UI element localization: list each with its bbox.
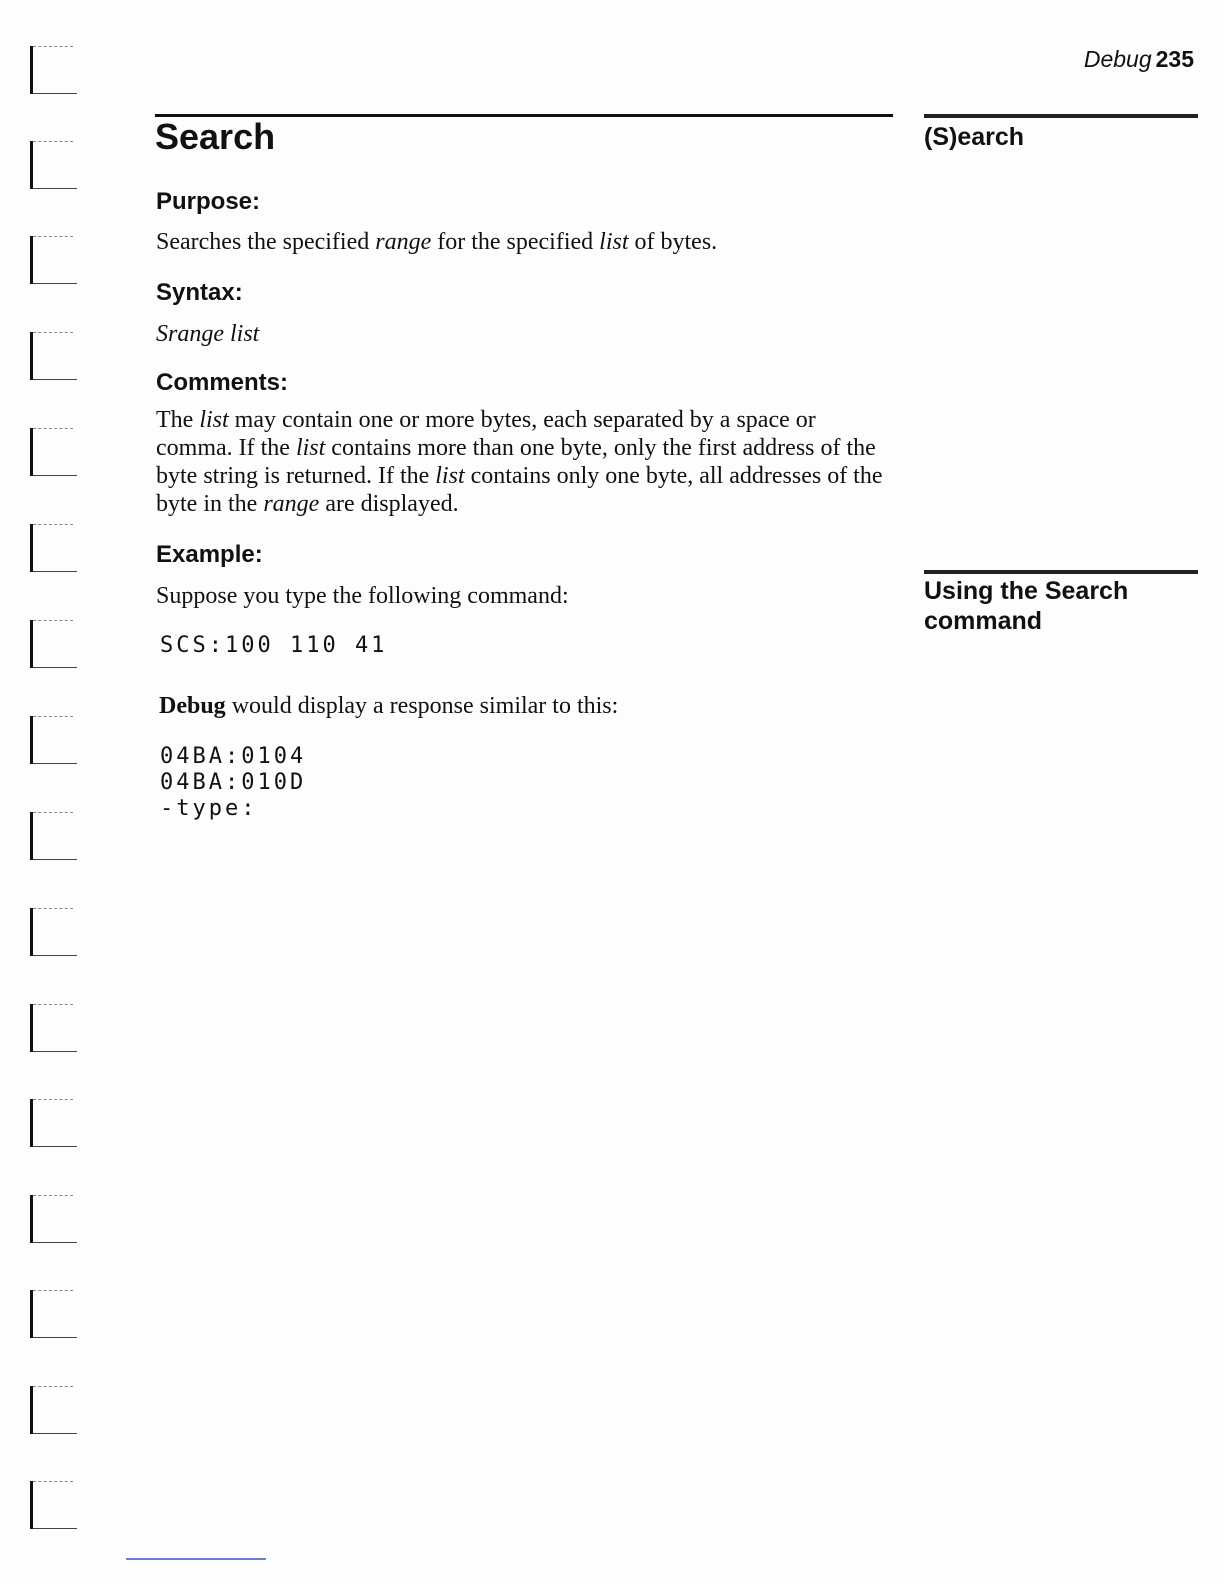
margin-rule [924, 570, 1198, 574]
margin-note-search: (S)earch [924, 123, 1025, 151]
binder-tab [30, 812, 80, 860]
binder-tab [30, 428, 80, 476]
comments-text: The list may contain one or more bytes, each separated by a space or comma. If the list contains more than one byte, only the first address of the byte string is returned. If the list contains only one byte, all addresses of the byte in the range are displayed. [156, 407, 883, 517]
binder-tab [30, 1481, 80, 1529]
binder-tab [30, 620, 80, 668]
footer-line [126, 1558, 266, 1560]
running-head [1084, 46, 1194, 73]
binder-tab [30, 1004, 80, 1052]
example-command: SCS:100 110 41 [160, 633, 388, 658]
example-output [160, 744, 306, 822]
example-heading: Example: [156, 541, 263, 568]
binder-tab [30, 1290, 80, 1338]
margin-note-using-search: Using the Search command [924, 577, 1129, 635]
page-number: 235 [1155, 46, 1194, 72]
binder-tab [30, 524, 80, 572]
running-head-section: Debug [1083, 46, 1152, 72]
binder-tab [30, 1099, 80, 1147]
binder-tab [30, 1195, 80, 1243]
comments-heading: Comments: [156, 369, 289, 396]
purpose-heading: Purpose: [156, 188, 261, 215]
binder-tab [30, 1386, 80, 1434]
binder-tab [30, 332, 80, 380]
binder-tab [30, 236, 80, 284]
syntax-heading: Syntax: [156, 279, 243, 306]
syntax-text: Srange list [156, 321, 260, 347]
example-response-text: Debug would display a response similar to this: [159, 693, 619, 719]
output-line: -type: [160, 796, 258, 821]
binder-tab [30, 716, 80, 764]
output-line: 04BA:010D [160, 770, 307, 795]
example-intro: Suppose you type the following command: [156, 583, 569, 609]
binder-tab [30, 141, 80, 189]
purpose-text: Searches the specified range for the specified list of bytes. [156, 229, 718, 255]
page-title: Search [155, 116, 276, 157]
binder-tab [30, 908, 80, 956]
binder-tab [30, 46, 80, 94]
margin-rule [924, 114, 1198, 118]
output-line: 04BA:0104 [160, 744, 307, 769]
